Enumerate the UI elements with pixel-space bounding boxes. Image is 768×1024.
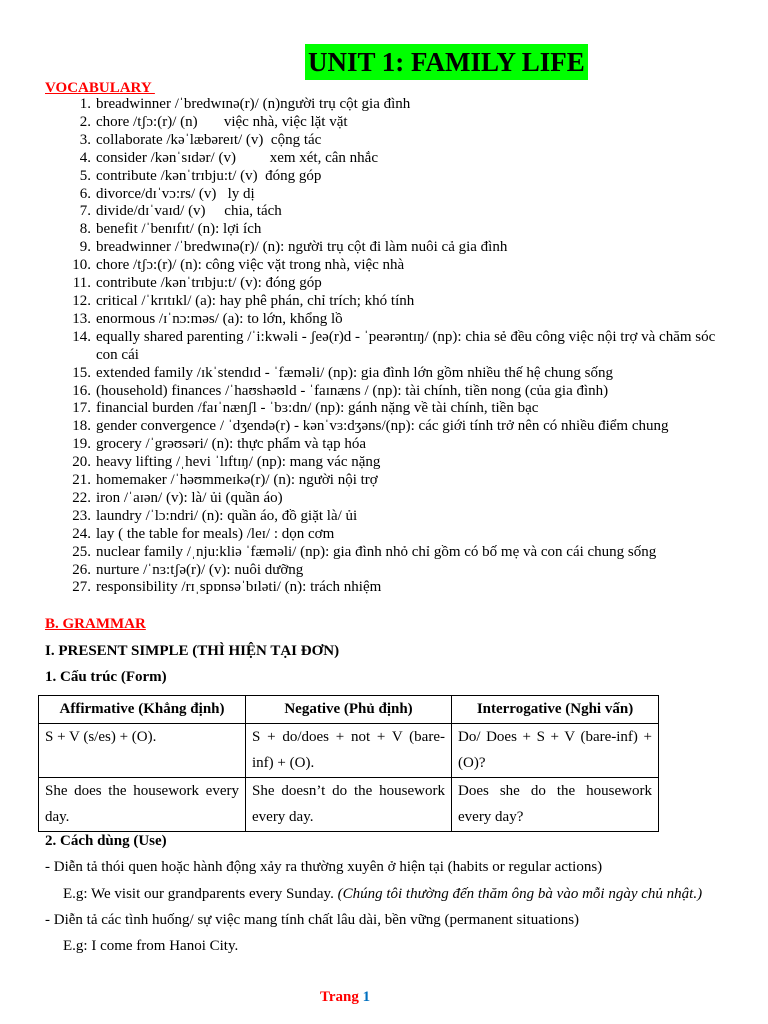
vocab-item-text: homemaker /ˈhəʊmmeɪkə(r)/ (n): người nội trợ (96, 472, 378, 489)
use-example-line (63, 933, 735, 959)
vocab-item-number: 24. (72, 525, 91, 542)
header-affirmative: Affirmative (Khẳng định) (39, 696, 246, 724)
vocab-item-text: critical /ˈkrɪtɪkl/ (a): hay phê phán, chỉ trích; khó tính (96, 292, 415, 309)
vocabulary-heading: VOCABULARY (45, 80, 155, 96)
table-cell: She doesn’t do the housework every day. (246, 777, 452, 831)
grammar-section-title: I. PRESENT SIMPLE (THÌ HIỆN TẠI ĐƠN) (45, 642, 340, 659)
page-number: 1 (362, 989, 371, 1005)
vocab-item-text: breadwinner /ˈbredwɪnə(r)/ (n): người trụ cột đi làm nuôi cả gia đình (96, 239, 508, 256)
grammar-header-block (45, 611, 735, 691)
table-cell: S + do/does + not + V (bare-inf) + (O). (246, 723, 452, 777)
vocab-item-text: enormous /ɪˈnɔ:məs/ (a): to lớn, khổng lồ (96, 310, 343, 327)
vocab-item-number: 4. (79, 149, 91, 166)
vocab-item-number: 18. (72, 418, 91, 435)
vocab-item (45, 490, 727, 508)
vocab-item (45, 383, 727, 401)
vocab-item-text: contribute /kənˈtrɪbju:t/ (v): đóng góp (96, 275, 322, 292)
use-description: - Diễn tả các tình huống/ sự việc mang tính chất lâu dài, bền vững (permanent situations) (45, 911, 580, 928)
vocab-item (45, 418, 727, 436)
vocab-item-text: grocery /ˈgrəʊsəri/ (n): thực phẩm và tạp hóa (96, 436, 367, 453)
vocab-item (45, 96, 727, 114)
vocab-item-text: chore /tʃɔ:(r)/ (n) việc nhà, việc lặt vặt (96, 113, 348, 130)
title-container (305, 44, 588, 85)
vocab-item (45, 221, 727, 239)
header-interrogative: Interrogative (Nghi vấn) (452, 696, 659, 724)
vocab-item-number: 27. (72, 579, 91, 596)
table-cell: S + V (s/es) + (O). (39, 723, 246, 777)
use-description: - Diễn tả thói quen hoặc hành động xảy ra thường xuyên ở hiện tại (habits or regular actions) (45, 859, 603, 876)
vocab-item-number: 17. (72, 400, 91, 417)
vocab-item-number: 15. (72, 364, 91, 381)
vocab-item-text: breadwinner /ˈbredwɪnə(r)/ (n)người trụ cột gia đình (96, 96, 411, 112)
vocab-item (45, 526, 727, 544)
page-footer (320, 988, 370, 1006)
vocab-item-number: 11. (72, 275, 91, 292)
table-cell: Does she do the housework every day? (452, 777, 659, 831)
vocab-item-number: 5. (79, 167, 91, 184)
form-table (38, 695, 659, 832)
vocab-item-number: 8. (79, 221, 91, 238)
vocab-item (45, 579, 727, 597)
vocab-item-text: benefit /ˈbenɪfɪt/ (n): lợi ích (96, 221, 262, 238)
use-example: E.g: I come from Hanoi City. (63, 938, 239, 955)
vocab-item-number: 12. (72, 292, 91, 309)
vocab-item-number: 22. (72, 489, 91, 506)
vocab-item-number: 9. (79, 239, 91, 256)
vocab-item-text: extended family /ɪkˈstendɪd - ˈfæməli/ (np): gia đình lớn gồm nhiều thế hệ chung sống (96, 364, 613, 381)
use-section (45, 828, 735, 959)
use-example-translation: (Chúng tôi thường đến thăm ông bà vào mỗi ngày chủ nhật.) (337, 885, 703, 902)
vocabulary-list (45, 96, 727, 597)
table-header-row (39, 696, 659, 724)
vocab-item-text: collaborate /kəˈlæbəreɪt/ (v) cộng tác (96, 131, 322, 148)
vocab-item (45, 293, 727, 311)
vocab-item-text: equally shared parenting /ˈi:kwəli - ʃeə(r)d - ˈpeərəntɪŋ/ (np): chia sẻ đều công việc nội trợ và chăm sóc con cái (96, 328, 720, 363)
vocab-item (45, 472, 727, 490)
vocab-item (45, 150, 727, 168)
vocab-item-text: (household) finances /ˈhaʊshəʊld - ˈfaɪnæns / (np): tài chính, tiền nong (của gia đình) (96, 382, 609, 399)
vocab-item (45, 186, 727, 204)
vocab-item-number: 21. (72, 472, 91, 489)
vocab-item (45, 562, 727, 580)
vocab-item-number: 2. (79, 113, 91, 130)
vocab-item-text: consider /kənˈsɪdər/ (v) xem xét, cân nhắc (96, 149, 378, 166)
table-row (39, 723, 659, 777)
vocab-item-text: contribute /kənˈtrɪbju:t/ (v) đóng góp (96, 167, 322, 184)
form-title: 1. Cấu trúc (Form) (45, 669, 167, 685)
vocab-item-number: 23. (72, 507, 91, 524)
grammar-heading: B. GRAMMAR (45, 616, 146, 632)
vocab-item (45, 544, 727, 562)
header-negative: Negative (Phủ định) (246, 696, 452, 724)
vocab-item (45, 400, 727, 418)
vocab-item-text: laundry /ˈlɔ:ndri/ (n): quần áo, đồ giặt là/ ủi (96, 507, 358, 524)
vocab-item-number: 1. (79, 96, 91, 112)
vocab-item-text: divorce/dɪˈvɔ:rs/ (v) ly dị (96, 185, 255, 202)
vocab-item (45, 257, 727, 275)
vocab-item (45, 311, 727, 329)
vocab-item (45, 203, 727, 221)
vocab-item-number: 25. (72, 543, 91, 560)
vocab-item-number: 13. (72, 310, 91, 327)
vocab-item-number: 19. (72, 436, 91, 453)
vocab-item-number: 6. (79, 185, 91, 202)
table-cell: She does the housework every day. (39, 777, 246, 831)
vocab-item (45, 275, 727, 293)
vocab-item (45, 114, 727, 132)
vocab-item-number: 3. (79, 131, 91, 148)
vocab-item-number: 26. (72, 561, 91, 578)
use-example: E.g: We visit our grandparents every Sunday. (63, 885, 334, 902)
vocab-item-text: financial burden /faɪˈnænʃl - ˈbɜ:dn/ (np): gánh nặng về tài chính, tiền bạc (96, 400, 539, 417)
table-row (39, 777, 659, 831)
vocab-item (45, 168, 727, 186)
vocab-item-text: lay ( the table for meals) /leɪ/ : dọn cơm (96, 525, 335, 542)
vocab-item-text: gender convergence / ˈdʒendə(r) - kənˈvɜ:dʒəns/(np): các giới tính trở nên có nhiều điểm chung (96, 418, 669, 435)
vocab-item-text: heavy lifting /ˌhevi ˈlɪftɪŋ/ (np): mang vác nặng (96, 454, 381, 471)
vocab-item-number: 20. (72, 454, 91, 471)
vocab-item-number: 10. (72, 257, 91, 274)
vocab-item (45, 329, 727, 365)
vocab-item-number: 16. (72, 382, 91, 399)
vocab-item (45, 365, 727, 383)
vocab-item-number: 14. (72, 328, 91, 345)
vocab-item-text: iron /ˈaɪən/ (v): là/ ủi (quần áo) (96, 489, 283, 506)
vocab-item-text: nurture /ˈnɜ:tʃə(r)/ (v): nuôi dưỡng (96, 561, 304, 578)
vocab-item (45, 436, 727, 454)
vocab-item (45, 239, 727, 257)
vocab-item-text: responsibility /rɪˌspɒnsəˈbɪləti/ (n): trách nhiệm (96, 579, 382, 596)
vocab-item-text: nuclear family /ˌnju:kliə ˈfæməli/ (np): gia đình nhỏ chỉ gồm có bố mẹ và con cái chung sống (96, 543, 657, 560)
vocab-item (45, 454, 727, 472)
vocab-item-number: 7. (79, 203, 91, 220)
vocab-item-text: divide/dɪˈvaɪd/ (v) chia, tách (96, 203, 282, 220)
use-title: 2. Cách dùng (Use) (45, 833, 167, 849)
vocab-item-text: chore /tʃɔ:(r)/ (n): công việc vặt trong nhà, việc nhà (96, 257, 405, 274)
page-title: UNIT 1: FAMILY LIFE (305, 44, 588, 80)
page-label: Trang (320, 989, 359, 1005)
use-example-line (63, 881, 735, 907)
vocab-item (45, 132, 727, 150)
vocab-item (45, 508, 727, 526)
table-cell: Do/ Does + S + V (bare-inf) + (O)? (452, 723, 659, 777)
